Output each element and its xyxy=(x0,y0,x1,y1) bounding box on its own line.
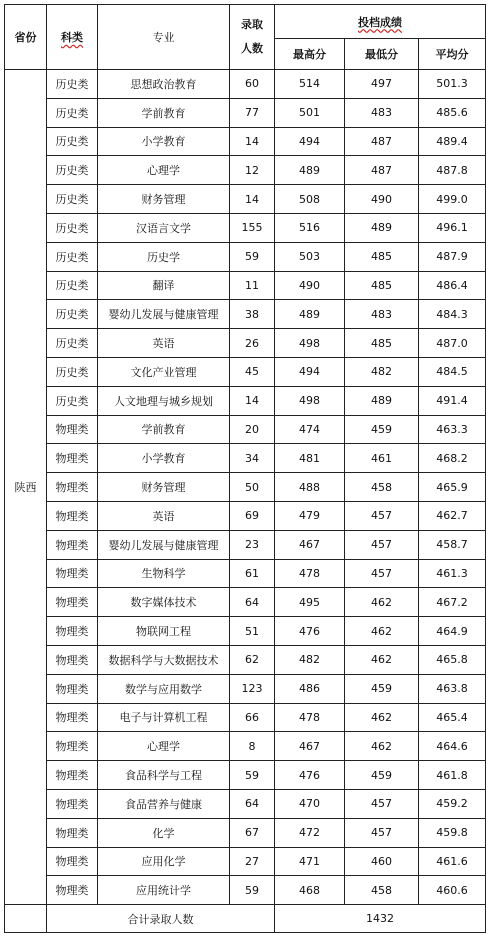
admitted-count-cell: 23 xyxy=(230,530,275,559)
category-cell: 物理类 xyxy=(47,444,98,473)
avg-score-cell: 484.5 xyxy=(419,357,486,386)
admitted-count-cell: 155 xyxy=(230,213,275,242)
max-score-cell: 472 xyxy=(275,818,345,847)
avg-score-cell: 460.6 xyxy=(419,876,486,905)
table-row xyxy=(5,386,486,415)
header-scores-group-text: 投档成绩 xyxy=(358,15,402,29)
category-cell: 物理类 xyxy=(47,761,98,790)
admitted-count-cell: 59 xyxy=(230,876,275,905)
max-score-cell: 489 xyxy=(275,156,345,185)
min-score-cell: 485 xyxy=(345,271,419,300)
table-row xyxy=(5,415,486,444)
category-cell: 物理类 xyxy=(47,559,98,588)
admitted-count-cell: 64 xyxy=(230,789,275,818)
avg-score-cell: 463.3 xyxy=(419,415,486,444)
table-row xyxy=(5,645,486,674)
avg-score-cell: 464.6 xyxy=(419,732,486,761)
min-score-cell: 487 xyxy=(345,127,419,156)
major-cell: 生物科学 xyxy=(98,559,230,588)
min-score-cell: 459 xyxy=(345,761,419,790)
major-cell: 学前教育 xyxy=(98,415,230,444)
table-row xyxy=(5,674,486,703)
max-score-cell: 494 xyxy=(275,127,345,156)
max-score-cell: 498 xyxy=(275,329,345,358)
major-cell: 数据科学与大数据技术 xyxy=(98,645,230,674)
admitted-count-cell: 14 xyxy=(230,127,275,156)
category-cell: 历史类 xyxy=(47,271,98,300)
table-row xyxy=(5,530,486,559)
major-cell: 汉语言文学 xyxy=(98,213,230,242)
major-cell: 人文地理与城乡规划 xyxy=(98,386,230,415)
min-score-cell: 487 xyxy=(345,156,419,185)
major-cell: 数字媒体技术 xyxy=(98,588,230,617)
max-score-cell: 471 xyxy=(275,847,345,876)
major-cell: 小学教育 xyxy=(98,127,230,156)
table-row xyxy=(5,847,486,876)
admitted-count-cell: 27 xyxy=(230,847,275,876)
major-cell: 食品科学与工程 xyxy=(98,761,230,790)
avg-score-cell: 464.9 xyxy=(419,617,486,646)
category-cell: 历史类 xyxy=(47,127,98,156)
max-score-cell: 479 xyxy=(275,501,345,530)
category-cell: 物理类 xyxy=(47,789,98,818)
major-cell: 财务管理 xyxy=(98,473,230,502)
table-row xyxy=(5,300,486,329)
max-score-cell: 476 xyxy=(275,761,345,790)
max-score-cell: 494 xyxy=(275,357,345,386)
table-row xyxy=(5,98,486,127)
avg-score-cell: 491.4 xyxy=(419,386,486,415)
table-row xyxy=(5,876,486,905)
admitted-count-cell: 62 xyxy=(230,645,275,674)
table-row xyxy=(5,242,486,271)
category-cell: 物理类 xyxy=(47,530,98,559)
header-category xyxy=(47,5,98,70)
min-score-cell: 462 xyxy=(345,588,419,617)
admitted-count-cell: 8 xyxy=(230,732,275,761)
major-cell: 应用化学 xyxy=(98,847,230,876)
admitted-count-cell: 45 xyxy=(230,357,275,386)
max-score-cell: 467 xyxy=(275,530,345,559)
avg-score-cell: 459.2 xyxy=(419,789,486,818)
table-row xyxy=(5,213,486,242)
admitted-count-cell: 50 xyxy=(230,473,275,502)
admitted-count-cell: 34 xyxy=(230,444,275,473)
max-score-cell: 474 xyxy=(275,415,345,444)
max-score-cell: 498 xyxy=(275,386,345,415)
table-body xyxy=(5,70,486,905)
category-cell: 历史类 xyxy=(47,386,98,415)
category-cell: 物理类 xyxy=(47,818,98,847)
max-score-cell: 476 xyxy=(275,617,345,646)
table-row xyxy=(5,501,486,530)
table-row xyxy=(5,329,486,358)
major-cell: 化学 xyxy=(98,818,230,847)
category-cell: 物理类 xyxy=(47,645,98,674)
total-row xyxy=(5,905,486,933)
category-cell: 物理类 xyxy=(47,415,98,444)
category-cell: 历史类 xyxy=(47,329,98,358)
min-score-cell: 485 xyxy=(345,329,419,358)
admission-score-table xyxy=(4,4,486,933)
admitted-count-cell: 20 xyxy=(230,415,275,444)
max-score-cell: 478 xyxy=(275,703,345,732)
header-max: 最高分 xyxy=(275,39,345,70)
header-major: 专业 xyxy=(98,5,230,70)
category-cell: 历史类 xyxy=(47,70,98,99)
header-admitted-line1: 录取 xyxy=(241,18,263,31)
header-avg: 平均分 xyxy=(419,39,486,70)
category-cell: 物理类 xyxy=(47,501,98,530)
category-cell: 历史类 xyxy=(47,213,98,242)
admitted-count-cell: 59 xyxy=(230,242,275,271)
avg-score-cell: 461.6 xyxy=(419,847,486,876)
table-row xyxy=(5,732,486,761)
avg-score-cell: 487.8 xyxy=(419,156,486,185)
avg-score-cell: 468.2 xyxy=(419,444,486,473)
max-score-cell: 467 xyxy=(275,732,345,761)
max-score-cell: 468 xyxy=(275,876,345,905)
admitted-count-cell: 12 xyxy=(230,156,275,185)
avg-score-cell: 489.4 xyxy=(419,127,486,156)
avg-score-cell: 496.1 xyxy=(419,213,486,242)
admitted-count-cell: 60 xyxy=(230,70,275,99)
max-score-cell: 489 xyxy=(275,300,345,329)
category-cell: 物理类 xyxy=(47,876,98,905)
major-cell: 小学教育 xyxy=(98,444,230,473)
category-cell: 物理类 xyxy=(47,617,98,646)
max-score-cell: 514 xyxy=(275,70,345,99)
min-score-cell: 497 xyxy=(345,70,419,99)
category-cell: 物理类 xyxy=(47,473,98,502)
category-cell: 历史类 xyxy=(47,300,98,329)
max-score-cell: 482 xyxy=(275,645,345,674)
max-score-cell: 501 xyxy=(275,98,345,127)
major-cell: 英语 xyxy=(98,329,230,358)
category-cell: 物理类 xyxy=(47,847,98,876)
min-score-cell: 489 xyxy=(345,213,419,242)
avg-score-cell: 486.4 xyxy=(419,271,486,300)
admitted-count-cell: 51 xyxy=(230,617,275,646)
category-cell: 物理类 xyxy=(47,588,98,617)
category-cell: 物理类 xyxy=(47,732,98,761)
max-score-cell: 495 xyxy=(275,588,345,617)
category-cell: 历史类 xyxy=(47,185,98,214)
admitted-count-cell: 38 xyxy=(230,300,275,329)
min-score-cell: 483 xyxy=(345,300,419,329)
header-category-text: 科类 xyxy=(61,31,83,44)
admitted-count-cell: 66 xyxy=(230,703,275,732)
admitted-count-cell: 69 xyxy=(230,501,275,530)
max-score-cell: 488 xyxy=(275,473,345,502)
min-score-cell: 483 xyxy=(345,98,419,127)
major-cell: 婴幼儿发展与健康管理 xyxy=(98,530,230,559)
min-score-cell: 459 xyxy=(345,415,419,444)
avg-score-cell: 487.0 xyxy=(419,329,486,358)
admitted-count-cell: 61 xyxy=(230,559,275,588)
min-score-cell: 460 xyxy=(345,847,419,876)
table-row xyxy=(5,127,486,156)
score-table-container xyxy=(4,4,486,933)
admitted-count-cell: 11 xyxy=(230,271,275,300)
table-row xyxy=(5,588,486,617)
admitted-count-cell: 123 xyxy=(230,674,275,703)
avg-score-cell: 467.2 xyxy=(419,588,486,617)
max-score-cell: 516 xyxy=(275,213,345,242)
province-cell: 陕西 xyxy=(5,70,47,905)
table-row xyxy=(5,357,486,386)
min-score-cell: 462 xyxy=(345,617,419,646)
min-score-cell: 459 xyxy=(345,674,419,703)
max-score-cell: 481 xyxy=(275,444,345,473)
avg-score-cell: 465.8 xyxy=(419,645,486,674)
avg-score-cell: 458.7 xyxy=(419,530,486,559)
header-row-1 xyxy=(5,5,486,39)
header-scores-group xyxy=(275,5,486,39)
category-cell: 物理类 xyxy=(47,703,98,732)
major-cell: 学前教育 xyxy=(98,98,230,127)
max-score-cell: 503 xyxy=(275,242,345,271)
min-score-cell: 482 xyxy=(345,357,419,386)
max-score-cell: 486 xyxy=(275,674,345,703)
category-cell: 历史类 xyxy=(47,98,98,127)
avg-score-cell: 501.3 xyxy=(419,70,486,99)
avg-score-cell: 485.6 xyxy=(419,98,486,127)
table-row xyxy=(5,617,486,646)
avg-score-cell: 461.3 xyxy=(419,559,486,588)
header-admitted xyxy=(230,5,275,70)
min-score-cell: 490 xyxy=(345,185,419,214)
min-score-cell: 457 xyxy=(345,789,419,818)
min-score-cell: 462 xyxy=(345,732,419,761)
min-score-cell: 457 xyxy=(345,818,419,847)
major-cell: 文化产业管理 xyxy=(98,357,230,386)
major-cell: 数学与应用数学 xyxy=(98,674,230,703)
table-row xyxy=(5,473,486,502)
major-cell: 翻译 xyxy=(98,271,230,300)
major-cell: 英语 xyxy=(98,501,230,530)
max-score-cell: 478 xyxy=(275,559,345,588)
category-cell: 历史类 xyxy=(47,242,98,271)
table-row xyxy=(5,444,486,473)
major-cell: 心理学 xyxy=(98,732,230,761)
min-score-cell: 458 xyxy=(345,473,419,502)
admitted-count-cell: 14 xyxy=(230,185,275,214)
max-score-cell: 490 xyxy=(275,271,345,300)
avg-score-cell: 459.8 xyxy=(419,818,486,847)
table-row xyxy=(5,271,486,300)
min-score-cell: 462 xyxy=(345,645,419,674)
major-cell: 应用统计学 xyxy=(98,876,230,905)
header-min: 最低分 xyxy=(345,39,419,70)
avg-score-cell: 499.0 xyxy=(419,185,486,214)
major-cell: 电子与计算机工程 xyxy=(98,703,230,732)
major-cell: 财务管理 xyxy=(98,185,230,214)
table-row xyxy=(5,559,486,588)
max-score-cell: 470 xyxy=(275,789,345,818)
major-cell: 历史学 xyxy=(98,242,230,271)
avg-score-cell: 487.9 xyxy=(419,242,486,271)
table-row xyxy=(5,761,486,790)
total-label: 合计录取人数 xyxy=(47,905,275,933)
min-score-cell: 457 xyxy=(345,501,419,530)
max-score-cell: 508 xyxy=(275,185,345,214)
table-row xyxy=(5,70,486,99)
avg-score-cell: 462.7 xyxy=(419,501,486,530)
admitted-count-cell: 77 xyxy=(230,98,275,127)
major-cell: 心理学 xyxy=(98,156,230,185)
admitted-count-cell: 64 xyxy=(230,588,275,617)
total-blank-cell xyxy=(5,905,47,933)
admitted-count-cell: 59 xyxy=(230,761,275,790)
table-row xyxy=(5,789,486,818)
table-row xyxy=(5,156,486,185)
admitted-count-cell: 14 xyxy=(230,386,275,415)
table-row xyxy=(5,185,486,214)
total-value: 1432 xyxy=(275,905,486,933)
header-admitted-line2: 人数 xyxy=(241,42,263,55)
admitted-count-cell: 26 xyxy=(230,329,275,358)
category-cell: 历史类 xyxy=(47,357,98,386)
avg-score-cell: 461.8 xyxy=(419,761,486,790)
major-cell: 思想政治教育 xyxy=(98,70,230,99)
category-cell: 物理类 xyxy=(47,674,98,703)
min-score-cell: 462 xyxy=(345,703,419,732)
min-score-cell: 457 xyxy=(345,559,419,588)
min-score-cell: 485 xyxy=(345,242,419,271)
table-row xyxy=(5,703,486,732)
avg-score-cell: 484.3 xyxy=(419,300,486,329)
major-cell: 食品营养与健康 xyxy=(98,789,230,818)
header-province: 省份 xyxy=(5,5,47,70)
major-cell: 物联网工程 xyxy=(98,617,230,646)
min-score-cell: 461 xyxy=(345,444,419,473)
avg-score-cell: 465.9 xyxy=(419,473,486,502)
admitted-count-cell: 67 xyxy=(230,818,275,847)
major-cell: 婴幼儿发展与健康管理 xyxy=(98,300,230,329)
category-cell: 历史类 xyxy=(47,156,98,185)
table-row xyxy=(5,818,486,847)
avg-score-cell: 465.4 xyxy=(419,703,486,732)
min-score-cell: 457 xyxy=(345,530,419,559)
avg-score-cell: 463.8 xyxy=(419,674,486,703)
min-score-cell: 489 xyxy=(345,386,419,415)
min-score-cell: 458 xyxy=(345,876,419,905)
